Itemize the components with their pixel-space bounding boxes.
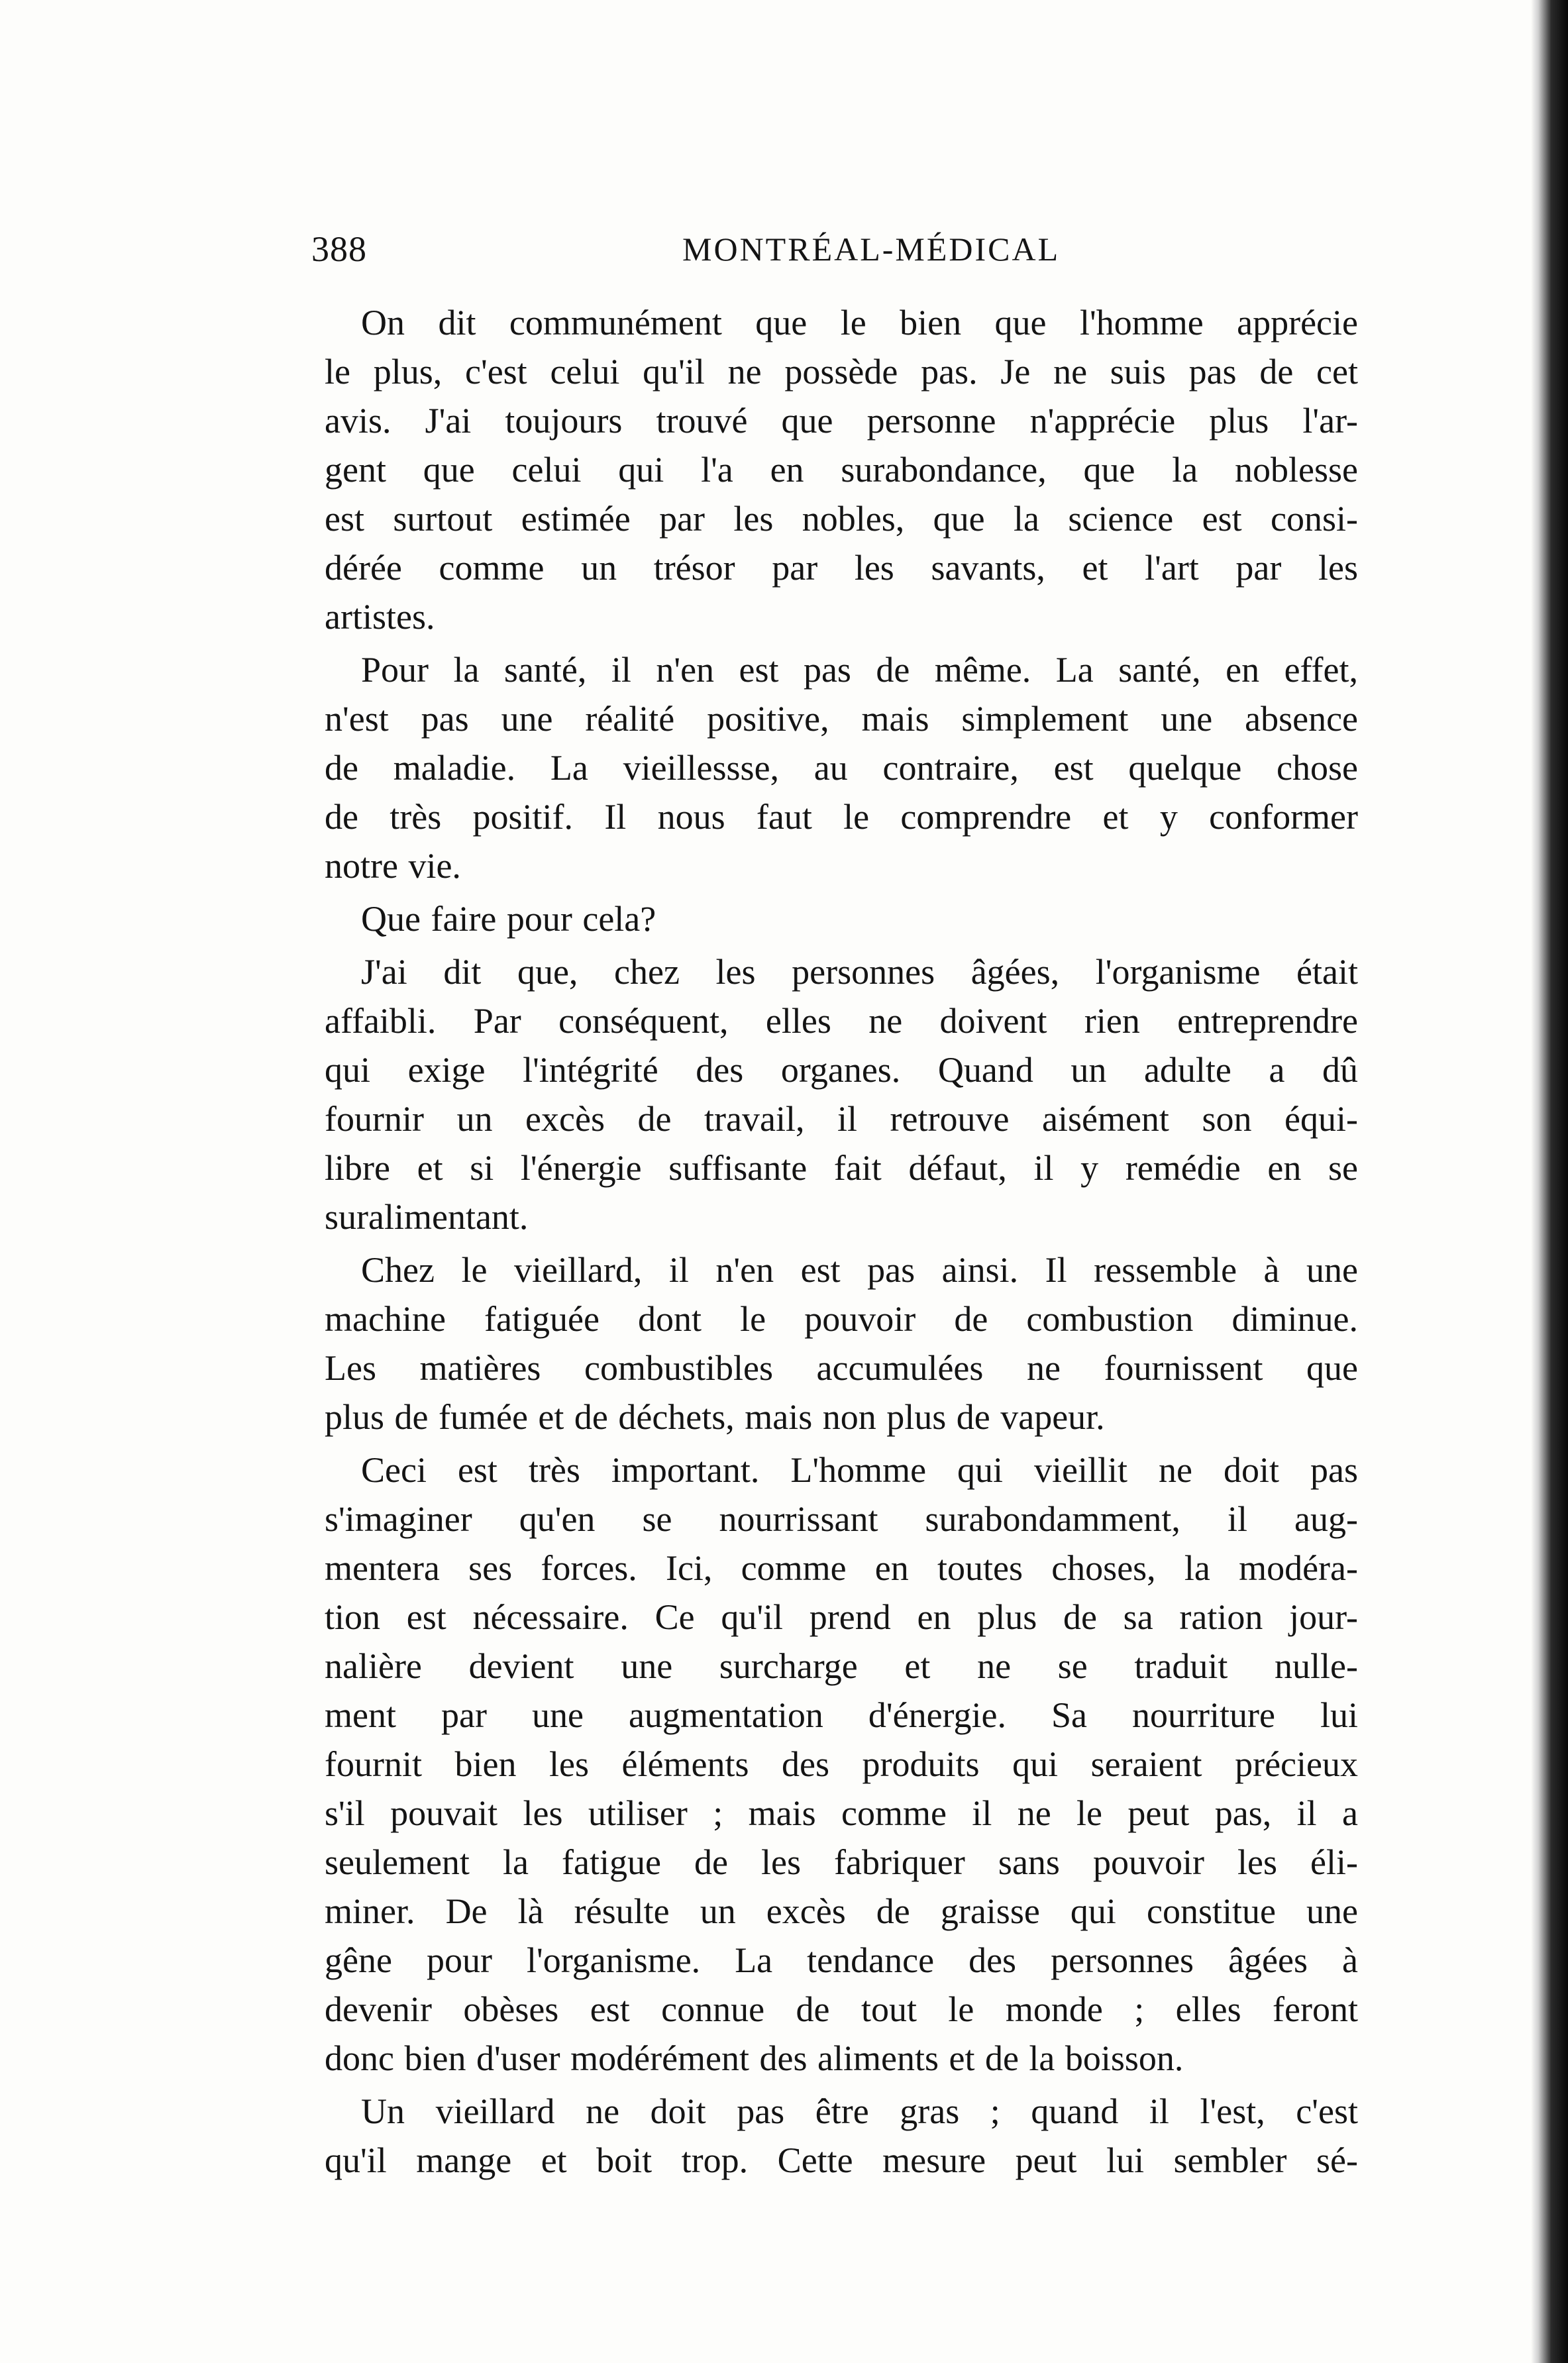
- text-line: nalière devient une surcharge et ne se traduit nulle-: [325, 1646, 1358, 1686]
- paragraph: [325, 2087, 1358, 2185]
- text-line: gêne pour l'organisme. La tendance des personnes âgées à: [325, 1940, 1358, 1980]
- text-line: gent que celui qui l'a en surabondance, que la noblesse: [325, 450, 1358, 490]
- text-line: le plus, c'est celui qu'il ne possède pas. Je ne suis pas de cet: [325, 352, 1358, 392]
- paragraph: [325, 1245, 1358, 1442]
- body-text: [325, 298, 1358, 2185]
- paragraph: [325, 298, 1358, 641]
- text-line: notre vie.: [325, 846, 461, 886]
- text-line: J'ai dit que, chez les personnes âgées, l'organisme était: [361, 952, 1358, 992]
- paragraph: [325, 1445, 1358, 2083]
- text-line: mentera ses forces. Ici, comme en toutes choses, la modéra-: [325, 1548, 1358, 1588]
- text-line: On dit communément que le bien que l'homme apprécie: [361, 303, 1358, 342]
- text-line: tion est nécessaire. Ce qu'il prend en plus de sa ration jour-: [325, 1597, 1358, 1637]
- paragraph: [325, 894, 1358, 943]
- text-line: qui exige l'intégrité des organes. Quand un adulte a dû: [325, 1050, 1358, 1090]
- text-line: ment par une augmentation d'énergie. Sa nourriture lui: [325, 1695, 1358, 1735]
- text-line: Que faire pour cela?: [361, 899, 656, 939]
- text-line: Chez le vieillard, il n'en est pas ainsi. Il ressemble à une: [361, 1250, 1358, 1290]
- text-line: donc bien d'user modérément des aliments et de la boisson.: [325, 2038, 1184, 2078]
- text-line: suralimentant.: [325, 1197, 529, 1237]
- text-line: de très positif. Il nous faut le comprendre et y conformer: [325, 797, 1358, 837]
- text-line: devenir obèses est connue de tout le monde ; elles feront: [325, 1989, 1358, 2029]
- text-line: s'il pouvait les utiliser ; mais comme il ne le peut pas, il a: [325, 1793, 1358, 1833]
- text-line: libre et si l'énergie suffisante fait défaut, il y remédie en se: [325, 1148, 1358, 1188]
- text-line: Un vieillard ne doit pas être gras ; quand il l'est, c'est: [361, 2091, 1358, 2131]
- text-line: affaibli. Par conséquent, elles ne doivent rien entreprendre: [325, 1001, 1358, 1041]
- text-line: de maladie. La vieillessse, au contraire, est quelque chose: [325, 748, 1358, 788]
- text-line: s'imaginer qu'en se nourrissant surabondamment, il aug-: [325, 1499, 1358, 1539]
- text-line: miner. De là résulte un excès de graisse qui constitue une: [325, 1891, 1358, 1931]
- text-line: dérée comme un trésor par les savants, et l'art par les: [325, 548, 1358, 588]
- text-line: seulement la fatigue de les fabriquer sans pouvoir les éli-: [325, 1842, 1358, 1882]
- text-line: plus de fumée et de déchets, mais non plus de vapeur.: [325, 1397, 1105, 1437]
- text-line: Pour la santé, il n'en est pas de même. La santé, en effet,: [361, 650, 1358, 690]
- page-header: [311, 229, 1305, 275]
- running-head: MONTRÉAL-MÉDICAL: [682, 231, 1061, 268]
- text-line: fournit bien les éléments des produits qui seraient précieux: [325, 1744, 1358, 1784]
- text-line: machine fatiguée dont le pouvoir de combustion diminue.: [325, 1299, 1358, 1339]
- page-number: 388: [311, 229, 367, 269]
- text-line: Ceci est très important. L'homme qui vieillit ne doit pas: [361, 1450, 1358, 1490]
- text-line: est surtout estimée par les nobles, que la science est consi-: [325, 499, 1358, 539]
- paragraph: [325, 947, 1358, 1241]
- paragraph: [325, 645, 1358, 890]
- text-line: Les matières combustibles accumulées ne fournissent que: [325, 1348, 1358, 1388]
- text-line: artistes.: [325, 597, 435, 637]
- text-line: qu'il mange et boit trop. Cette mesure peut lui sembler sé-: [325, 2140, 1358, 2180]
- page-edge-shadow: [1531, 0, 1568, 2363]
- text-line: n'est pas une réalité positive, mais simplement une absence: [325, 699, 1358, 739]
- text-line: avis. J'ai toujours trouvé que personne n'apprécie plus l'ar-: [325, 401, 1358, 441]
- text-line: fournir un excès de travail, il retrouve aisément son équi-: [325, 1099, 1358, 1139]
